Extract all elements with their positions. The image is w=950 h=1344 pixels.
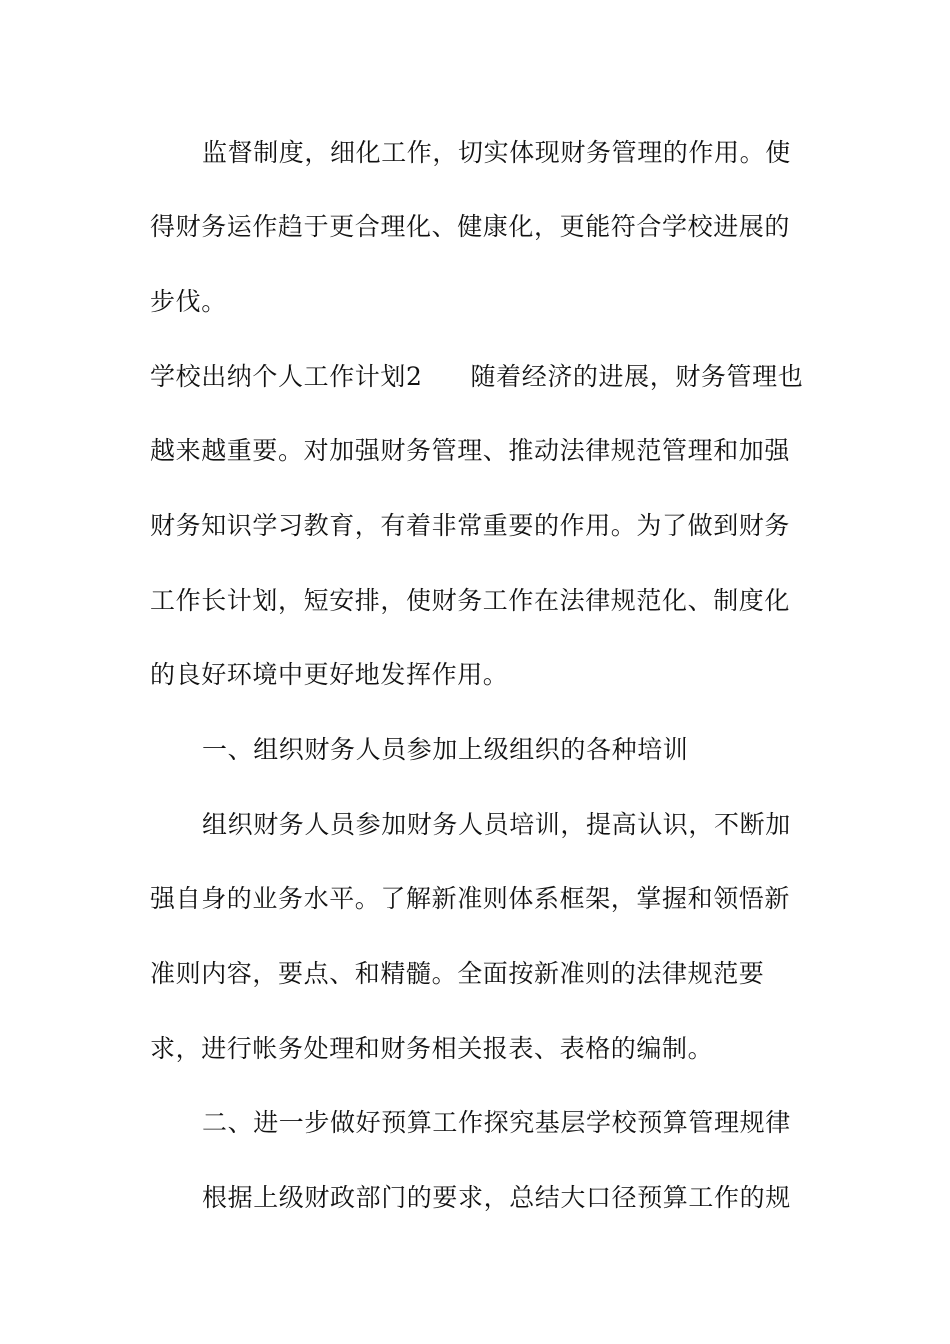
section-heading-line [150, 362, 803, 392]
paragraph-line: 工作长计划，短安排，使财务工作在法律规范化、制度化 [150, 586, 791, 615]
paragraph-line: 的良好环境中更好地发挥作用。 [150, 660, 509, 689]
paragraph-line: 准则内容，要点、和精髓。全面按新准则的法律规范要 [150, 959, 765, 988]
section-heading: 学校出纳个人工作计划2 [150, 362, 423, 391]
paragraph-line: 步伐。 [150, 287, 227, 316]
paragraph-line: 监督制度，细化工作，切实体现财务管理的作用。使 [202, 138, 791, 167]
paragraph-line: 求，进行帐务处理和财务相关报表、表格的编制。 [150, 1034, 714, 1063]
subheading-line: 二、进一步做好预算工作探究基层学校预算管理规律 [202, 1108, 791, 1137]
paragraph-line: 强自身的业务水平。了解新准则体系框架，掌握和领悟新 [150, 884, 791, 913]
paragraph-line: 越来越重要。对加强财务管理、推动法律规范管理和加强 [150, 436, 791, 465]
paragraph-line: 得财务运作趋于更合理化、健康化，更能符合学校进展的 [150, 212, 791, 241]
paragraph-line: 根据上级财政部门的要求，总结大口径预算工作的规 [202, 1183, 791, 1212]
paragraph-text: 随着经济的进展，财务管理也 [470, 362, 804, 391]
paragraph-line: 财务知识学习教育，有着非常重要的作用。为了做到财务 [150, 511, 791, 540]
subheading-line: 一、组织财务人员参加上级组织的各种培训 [202, 735, 689, 764]
paragraph-line: 组织财务人员参加财务人员培训，提高认识，不断加 [202, 810, 791, 839]
